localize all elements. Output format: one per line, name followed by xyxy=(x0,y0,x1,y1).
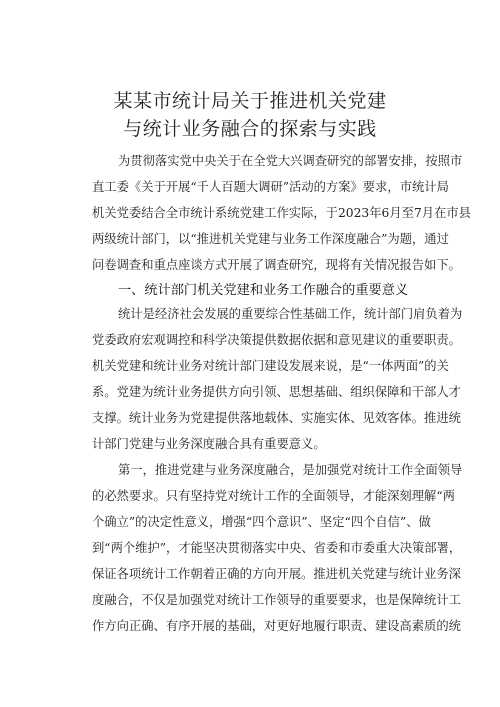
intro-line: 直工委《关于开展“千人百题大调研”活动的方案》要求，市统计局 xyxy=(92,180,449,194)
paragraph-line: 系。党建为统计业务提供方向引领、思想基础、组织保障和干部人才 xyxy=(92,385,461,399)
paragraph-line: 统计是经济社会发展的重要综合性基础工作，统计部门肩负着为 xyxy=(118,307,463,321)
paragraph-line: 作方向正确、有序开展的基础，对更好地履行职责、建设高素质的统 xyxy=(92,619,461,633)
paragraph-line: 到“两个维护”，才能坚决贯彻落实中央、省委和市委重大决策部署， xyxy=(92,541,462,555)
paragraph-line: 计部门党建与业务深度融合具有重要意义。 xyxy=(92,437,326,451)
paragraph-line: 机关党建和统计业务对统计部门建设发展来说，是“一体两面”的关 xyxy=(92,359,449,373)
intro-line: 机关党委结合全市统计系统党建工作实际，于2023年6月至7月在市县 xyxy=(92,206,471,220)
paragraph-line: 支撑。统计业务为党建提供落地载体、实施实体、见效客体。推进统 xyxy=(92,411,461,425)
paragraph-line: 个确立”的决定性意义，增强“四个意识”、坚定“四个自信”、做 xyxy=(92,515,431,529)
document-title-line-1: 某某市统计局关于推进机关党建 xyxy=(113,90,387,112)
paragraph-line: 党委政府宏观调控和科学决策提供数据依据和意见建议的重要职责。 xyxy=(92,333,461,347)
document-title-line-2: 与统计业务融合的探索与实践 xyxy=(123,118,377,140)
intro-line: 为贯彻落实党中央关于在全党大兴调查研究的部署安排，按照市 xyxy=(118,154,463,168)
intro-line: 问卷调查和重点座谈方式开展了调查研究，现将有关情况报告如下。 xyxy=(92,258,461,272)
paragraph-line: 保证各项统计工作朝着正确的方向开展。推进机关党建与统计业务深 xyxy=(92,567,461,581)
section-heading: 一、统计部门机关党建和业务工作融合的重要意义 xyxy=(118,283,409,298)
paragraph-line: 的必然要求。只有坚持党对统计工作的全面领导，才能深刻理解“两 xyxy=(92,489,455,503)
paragraph-line: 第一，推进党建与业务深度融合，是加强党对统计工作全面领导 xyxy=(118,463,463,477)
intro-line: 两级统计部门，以“推进机关党建与业务工作深度融合”为题，通过 xyxy=(92,232,449,246)
paragraph-line: 度融合，不仅是加强党对统计工作领导的重要要求，也是保障统计工 xyxy=(92,593,461,607)
